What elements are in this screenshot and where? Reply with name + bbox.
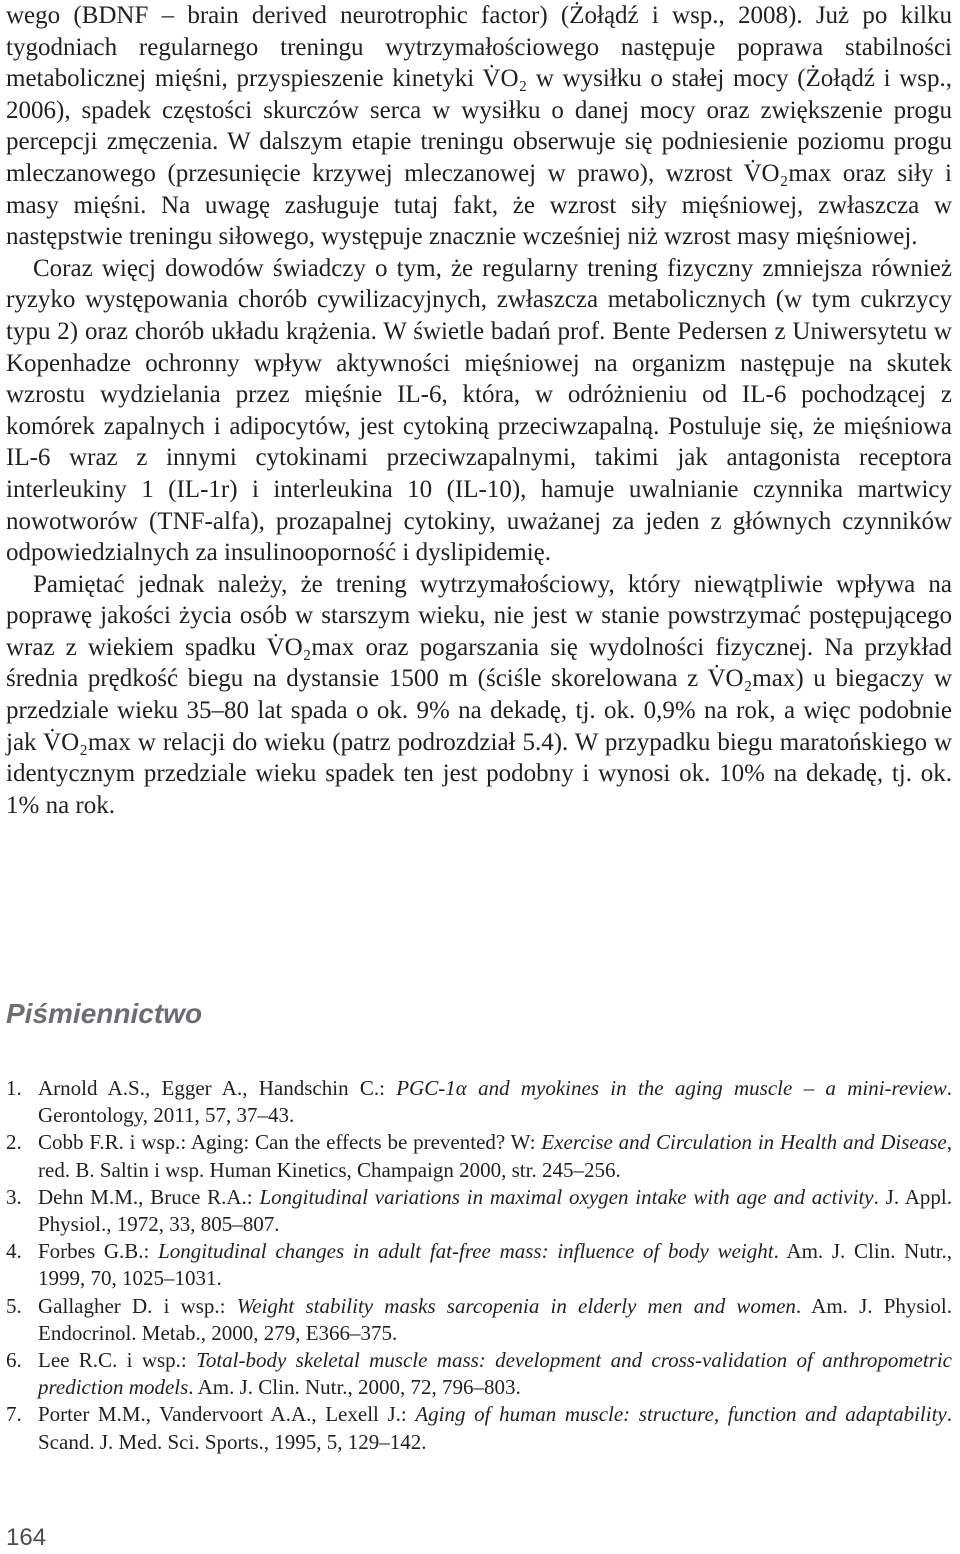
reference-authors: Gallagher D. i wsp.:	[38, 1293, 237, 1318]
reference-title: Total-body skeletal muscle mass: development and cross-validation of anthropometric prediction models	[38, 1348, 952, 1400]
reference-number: 7.	[6, 1402, 22, 1427]
reference-source: . Scand. J. Med. Sci. Sports., 1995, 5, 129–142.	[38, 1402, 953, 1454]
reference-source: . Am. J. Clin. Nutr., 1999, 70, 1025–1031.	[38, 1239, 952, 1291]
reference-title: Exercise and Circulation in Health and Disease	[541, 1130, 947, 1155]
reference-item	[6, 1401, 952, 1455]
reference-source: . Am. J. Clin. Nutr., 2000, 72, 796–803.	[188, 1375, 521, 1400]
reference-authors: Arnold A.S., Egger A., Handschin C.:	[38, 1076, 397, 1100]
reference-authors: Cobb F.R. i wsp.: Aging: Can the effects be prevented? W:	[38, 1130, 542, 1155]
reference-authors: Forbes G.B.:	[38, 1239, 159, 1264]
reference-item	[6, 1129, 952, 1183]
reference-source: . J. Appl. Physiol., 1972, 33, 805–807.	[38, 1184, 952, 1237]
references-heading: Piśmiennictwo	[6, 998, 203, 1029]
reference-number: 4.	[6, 1239, 22, 1264]
reference-authors: Dehn M.M., Bruce R.A.:	[38, 1184, 260, 1209]
reference-title: PGC-1α and myokines in the aging muscle – a mini-review	[396, 1076, 947, 1100]
reference-authors: Lee R.C. i wsp.:	[38, 1348, 197, 1373]
reference-title: Longitudinal changes in adult fat-free mass: influence of body weight	[158, 1239, 774, 1264]
reference-item	[6, 1075, 952, 1129]
reference-source: . Gerontology, 2011, 57, 37–43.	[38, 1076, 952, 1128]
reference-title: Aging of human muscle: structure, function and adaptability	[415, 1402, 947, 1427]
reference-item	[6, 1184, 952, 1238]
reference-number: 3.	[6, 1184, 22, 1209]
reference-source: . Am. J. Physiol. Endocrinol. Metab., 2000, 279, E366–375.	[38, 1293, 952, 1345]
reference-number: 5.	[6, 1293, 22, 1318]
reference-title: Longitudinal variations in maximal oxygen intake with age and activity	[259, 1184, 874, 1209]
paragraph-3: Pamiętać jednak należy, że trening wytrzymałościowy, który niewątpliwie wpływa na poprawę jakości życia osób w starszym wieku, nie jest w stanie powstrzymać postępującego wraz z wiekiem spadku V̇O₂max oraz pogarszania się wydolności fizycznej. Na przykład średnia prędkość biegu na dystansie 1500 m (ściśle skorelowana z V̇O₂max) u biegaczy w przedziale wieku 35–80 lat spada o ok. 9% na dekadę, tj. ok. 0,9% na rok, a więc podobnie jak V̇O₂max w relacji do wieku (patrz podrozdział 5.4). W przypadku biegu maratońskiego w identycznym przedziale wieku spadek ten jest podobny i wynosi ok. 10% na dekadę, tj. ok. 1% na rok.	[6, 570, 952, 819]
paragraph-2: Coraz więcj dowodów świadczy o tym, że regularny trening fizyczny zmniejsza również ryzyko występowania chorób cywilizacyjnych, zwłaszcza metabolicznych (w tym cukrzycy typu 2) oraz chorób układu krążenia. W świetle badań prof. Bente Pedersen z Uniwersytetu w Kopenhadze ochronny wpływ aktywności mięśniowej na organizm następuje na skutek wzrostu wydzielania przez mięśnie IL-6, która, w odróżnieniu od IL-6 pochodzącej z komórek zapalnych i adipocytów, jest cytokiną przeciwzapalną. Postuluje się, że mięśniowa IL-6 wraz z innymi cytokinami przeciwzapalnymi, takimi jak antagonista receptora interleukiny 1 (IL-1r) i interleukina 10 (IL-10), hamuje uwalnianie czynnika martwicy nowotworów (TNF-alfa), prozapalnej cytokiny, uważanej za jeden z głównych czynników odpowiedzialnych za insulinooporność i dyslipidemię.	[6, 254, 952, 567]
reference-number: 2.	[6, 1130, 22, 1155]
reference-item	[6, 1347, 952, 1401]
reference-list	[6, 1075, 952, 1456]
page-number: 164	[6, 1524, 47, 1551]
reference-title: Weight stability masks sarcopenia in elderly men and women	[236, 1293, 796, 1318]
body-text	[6, 0, 952, 821]
paragraph-1: wego (BDNF – brain derived neurotrophic factor) (Żołądź i wsp., 2008). Już po kilku tygodniach regularnego treningu wytrzymałościowego następuje poprawa stabilności metabolicznej mięśni, przyspieszenie kinetyki V̇O₂ w wysiłku o stałej mocy (Żołądź i wsp., 2006), spadek częstości skurczów serca w wysiłku o danej mocy oraz zwiększenie progu percepcji zmęczenia. W dalszym etapie treningu obserwuje się podniesienie poziomu progu mleczanowego (przesunięcie krzywej mleczanowej w prawo), wzrost V̇O₂max oraz siły i masy mięśni. Na uwagę zasługuje tutaj fakt, że wzrost siły mięśniowej, zwłaszcza w następstwie treningu siłowego, występuje znacznie wcześniej niż wzrost masy mięśniowej.	[6, 2, 952, 251]
reference-authors: Porter M.M., Vandervoort A.A., Lexell J.:	[38, 1402, 416, 1427]
reference-source: , red. B. Saltin i wsp. Human Kinetics, Champaign 2000, str. 245–256.	[38, 1130, 952, 1182]
reference-item	[6, 1238, 952, 1292]
reference-number: 1.	[6, 1076, 22, 1100]
reference-number: 6.	[6, 1348, 22, 1373]
reference-item	[6, 1293, 952, 1347]
